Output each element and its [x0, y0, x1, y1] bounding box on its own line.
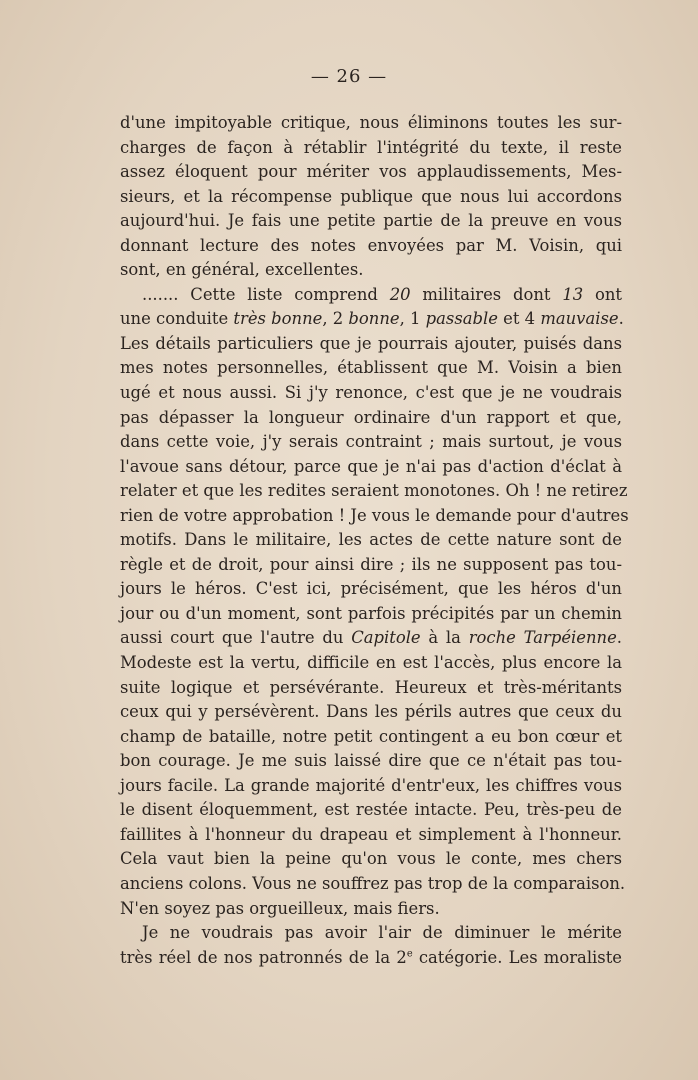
text-segment: et 4	[497, 309, 541, 329]
italic-text: 20	[389, 284, 411, 304]
text-line	[120, 626, 622, 651]
text-segment: , 2	[322, 309, 349, 329]
text-segment: , 1	[399, 309, 426, 329]
italic-text: 13	[562, 284, 584, 304]
text-line	[120, 111, 622, 136]
text-segment: une conduite	[120, 309, 234, 329]
text-segment: champ de bataille, notre petit contingent a eu bon cœur et	[120, 726, 622, 746]
italic-text: passable	[425, 309, 498, 329]
text-segment: Je ne voudrais pas avoir l'air de diminuer le mérite	[142, 923, 622, 943]
text-segment: charges de façon à rétablir l'intégrité du texte, il reste	[120, 137, 622, 157]
text-line	[120, 455, 622, 480]
text-line	[120, 356, 622, 381]
italic-text: bonne	[348, 309, 400, 329]
text-line	[120, 307, 622, 332]
text-line	[120, 847, 622, 872]
text-segment: rien de votre approbation ! Je vous le demande pour d'autres	[120, 505, 629, 525]
text-segment: catégorie. Les moraliste	[412, 947, 623, 967]
text-line	[120, 577, 622, 602]
text-segment: aujourd'hui. Je fais une petite partie de la preuve en vous	[120, 211, 622, 231]
text-segment: pas dépasser la longueur ordinaire d'un rapport et que,	[120, 407, 622, 427]
text-line	[120, 749, 622, 774]
italic-text: très bonne	[233, 309, 323, 329]
text-line	[120, 700, 622, 725]
text-line	[120, 185, 622, 210]
text-line	[120, 430, 622, 455]
text-segment: motifs. Dans le militaire, les actes de cette nature sont de	[120, 530, 622, 550]
text-segment: ugé et nous aussi. Si j'y renonce, c'est que je ne voudrais	[120, 383, 622, 403]
text-line	[120, 553, 622, 578]
text-line	[120, 479, 628, 504]
text-line	[120, 332, 622, 357]
text-segment: ont	[583, 284, 622, 304]
page-number: — 26 —	[310, 66, 388, 87]
text-segment: jour ou d'un moment, sont parfois précipités par un chemin	[120, 603, 622, 623]
text-segment: relater et que les redites seraient monotones. Oh ! ne retirez	[120, 481, 628, 501]
text-segment: dans cette voie, j'y serais contraint ; mais surtout, je vous	[120, 432, 622, 452]
text-line	[120, 381, 622, 406]
text-line	[120, 528, 622, 553]
text-segment: faillites à l'honneur du drapeau et simplement à l'honneur.	[120, 824, 622, 844]
text-line	[120, 651, 622, 676]
text-segment: .	[618, 309, 624, 329]
text-line	[120, 725, 622, 750]
text-line	[120, 823, 622, 848]
text-line	[120, 602, 622, 627]
text-segment: assez éloquent pour mériter vos applaudissements, Mes-	[120, 162, 622, 182]
italic-text: mauvaise	[540, 309, 619, 329]
text-segment: sieurs, et la récompense publique que nous lui accordons	[120, 186, 622, 206]
text-line	[120, 234, 622, 259]
text-segment: jours facile. La grande majorité d'entr'eux, les chiffres vous	[120, 775, 622, 795]
text-line	[120, 676, 622, 701]
text-line	[120, 283, 622, 308]
text-segment: à la	[420, 628, 469, 648]
text-segment: aussi court que l'autre du	[120, 628, 352, 648]
text-segment: suite logique et persévérante. Heureux et très-méritants	[120, 677, 622, 697]
text-segment: anciens colons. Vous ne souffrez pas trop de la comparaison.	[120, 873, 626, 893]
italic-text: Capitole	[351, 628, 421, 648]
superscript-text: e	[406, 948, 413, 960]
text-segment: .	[616, 628, 623, 648]
text-segment: ceux qui y persévèrent. Dans les périls autres que ceux du	[120, 702, 622, 722]
text-line	[120, 160, 622, 185]
text-line	[120, 798, 622, 823]
text-segment: militaires dont	[410, 284, 563, 304]
text-line	[120, 209, 622, 234]
text-segment: jours le héros. C'est ici, précisément, que les héros d'un	[120, 579, 622, 599]
text-line	[120, 872, 626, 897]
text-segment: règle et de droit, pour ainsi dire ; ils ne supposent pas tou-	[120, 554, 622, 574]
text-segment: le disent éloquemment, est restée intacte. Peu, très-peu de	[120, 800, 622, 820]
text-segment: l'avoue sans détour, parce que je n'ai pas d'action d'éclat à	[120, 456, 622, 476]
text-line	[120, 946, 622, 971]
body-text	[120, 111, 629, 970]
text-segment: sont, en général, excellentes.	[120, 260, 364, 280]
text-segment: Modeste est la vertu, difficile en est l'accès, plus encore la	[120, 653, 622, 673]
text-segment: Cela vaut bien la peine qu'on vous le conte, mes chers	[120, 849, 622, 869]
text-line	[120, 504, 629, 529]
text-line	[120, 774, 622, 799]
text-line	[120, 136, 622, 161]
text-segment: ....... Cette liste comprend	[142, 284, 390, 304]
text-segment: mes notes personnelles, établissent que M. Voisin a bien	[120, 358, 622, 378]
text-segment: d'une impitoyable critique, nous éliminons toutes les sur-	[120, 113, 622, 132]
text-line	[120, 406, 622, 431]
text-segment: bon courage. Je me suis laissé dire que ce n'était pas tou-	[120, 751, 622, 771]
text-line	[120, 897, 622, 922]
text-line	[120, 258, 622, 283]
text-line	[120, 921, 622, 946]
text-segment: Les détails particuliers que je pourrais ajouter, puisés dans	[120, 333, 622, 353]
text-segment: très réel de nos patronnés de la 2	[120, 947, 407, 967]
text-segment: N'en soyez pas orgueilleux, mais fiers.	[120, 898, 440, 918]
text-segment: donnant lecture des notes envoyées par M. Voisin, qui	[120, 235, 622, 255]
italic-text: roche Tarpéienne	[468, 628, 617, 648]
